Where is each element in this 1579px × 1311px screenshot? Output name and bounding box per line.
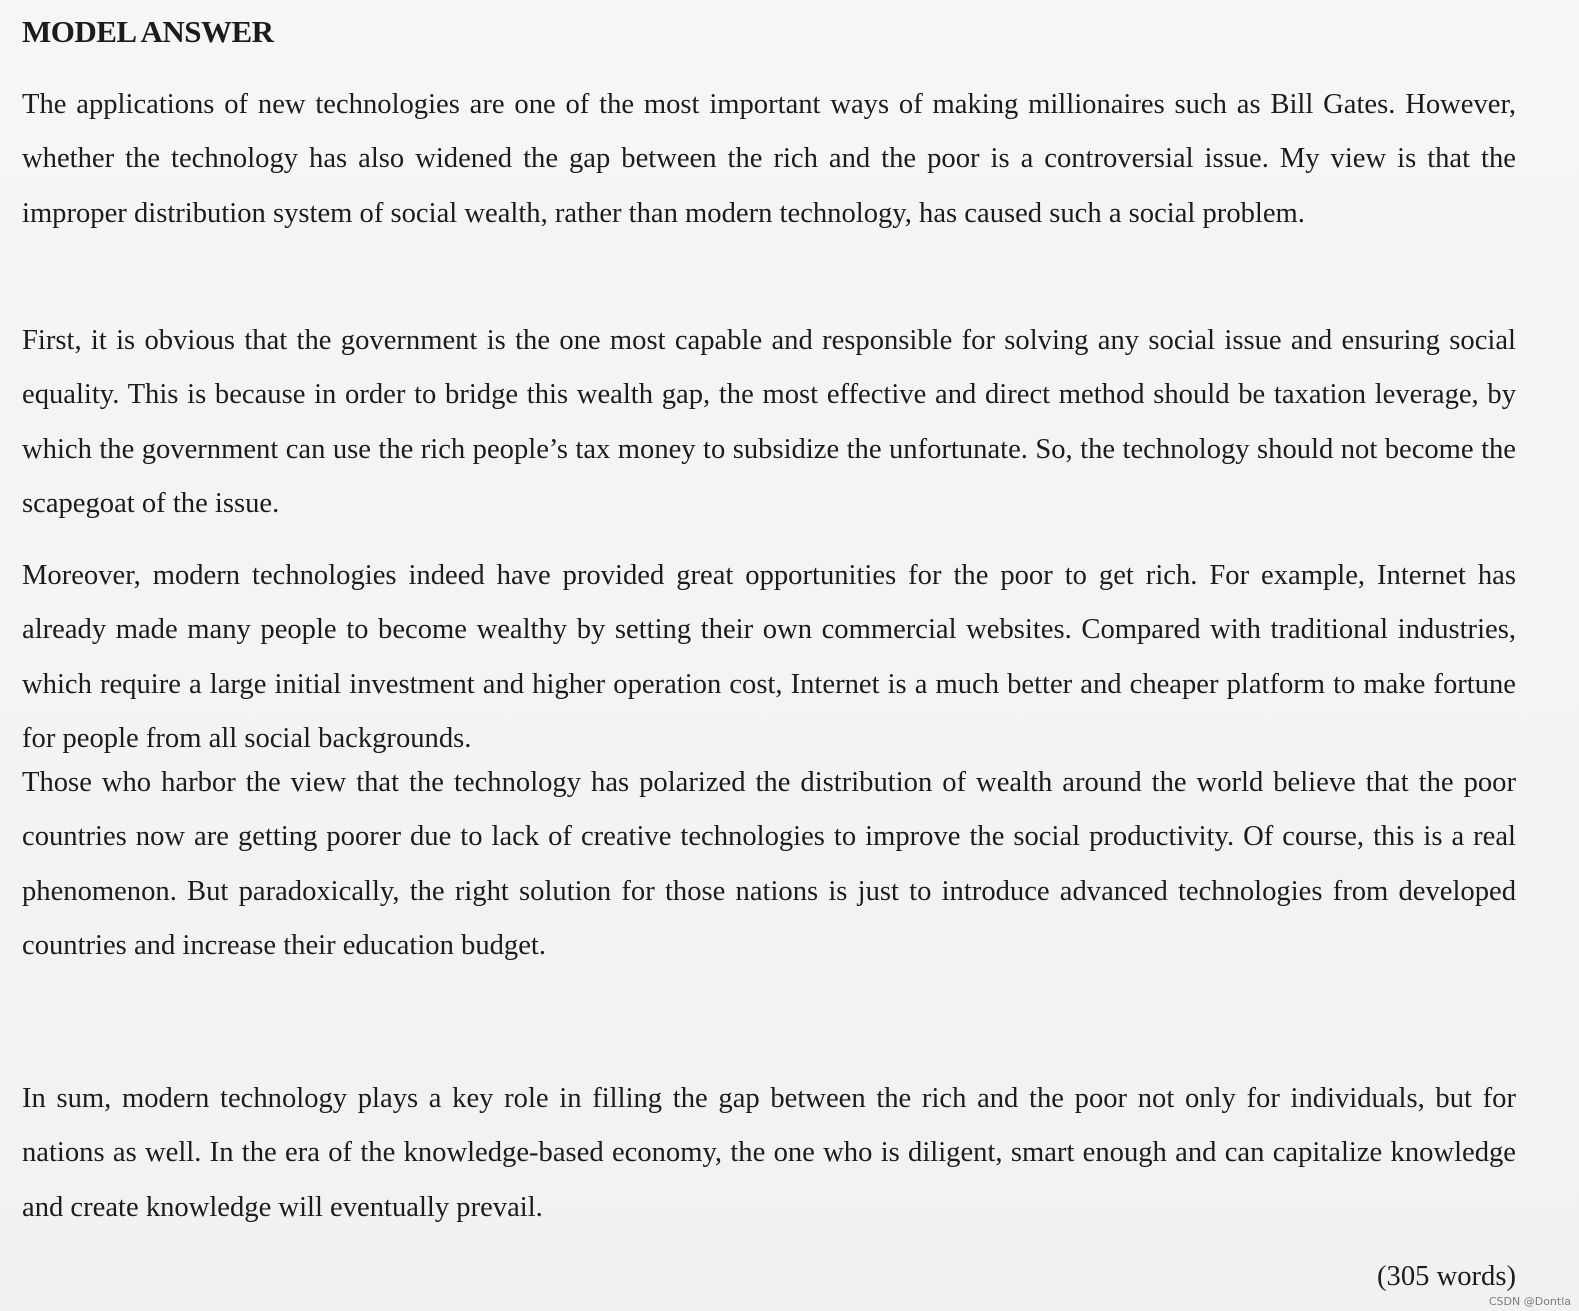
paragraph-4: Those who harbor the view that the technology has polarized the distribution of wealth around the world believe that the poor countries now are getting poorer due to lack of creative technologies to improve the social productivity. Of course, this is a real phenomenon. But paradoxically, the right solution for those nations is just to introduce advanced technologies from developed countries and increase their education budget. [22,767,1516,961]
paragraph-3: Moreover, modern technologies indeed have provided great opportunities for the poor to get rich. For example, Internet has already made many people to become wealthy by setting their own commercial websites. Compared with traditional industries, which require a large initial investment and higher operation cost, Internet is a much better and cheaper platform to make fortune for people from all social backgrounds. [22,560,1516,754]
paragraph-5: In sum, modern technology plays a key role in filling the gap between the rich and the poor not only for individuals, but for nations as well. In the era of the knowledge-based economy, the one who is diligent, smart enough and can capitalize knowledge and create knowledge will eventually prevail. [22,1083,1516,1223]
page-title: MODEL ANSWER [22,14,274,49]
word-count: (305 words) [1377,1261,1516,1292]
paragraph-2: First, it is obvious that the government is the one most capable and responsible for solving any social issue and ensuring social equality. This is because in order to bridge this wealth gap, the most effective and direct method should be taxation leverage, by which the government can use the rich people’s tax money to subsidize the unfortunate. So, the technology should not become the scapegoat of the issue. [22,325,1516,519]
paragraph-1: The applications of new technologies are one of the most important ways of making millionaires such as Bill Gates. However, whether the technology has also widened the gap between the rich and the poor is a controversial issue. My view is that the improper distribution system of social wealth, rather than modern technology, has caused such a social problem. [22,89,1516,229]
watermark: CSDN @Dontla [1488,1295,1571,1308]
